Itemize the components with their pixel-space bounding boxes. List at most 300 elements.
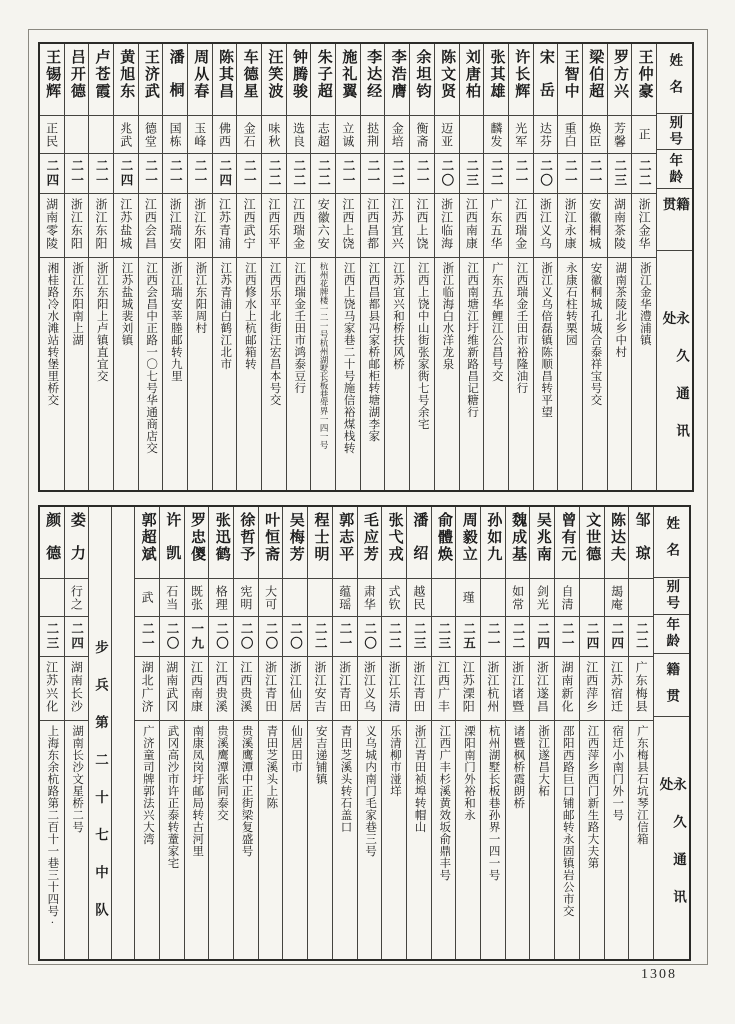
native-place-cell	[629, 657, 653, 721]
age-cell-text: 一九	[189, 622, 204, 651]
alias-cell	[259, 579, 283, 617]
name-cell-text: 汪笑波	[266, 49, 283, 100]
age-cell	[336, 154, 360, 194]
age-cell	[558, 154, 582, 194]
name-cell	[509, 44, 533, 116]
address-cell	[209, 721, 233, 959]
name-cell-text: 周毅立	[460, 512, 477, 563]
age-cell-text: 二二	[390, 159, 405, 188]
age-cell	[89, 154, 113, 194]
age-cell-text: 二四	[217, 159, 232, 188]
age-cell	[333, 617, 357, 657]
address-cell-text: 浙江金华澧浦镇	[638, 262, 651, 346]
age-cell	[410, 154, 434, 194]
address-cell-text: 南康凤岗圩邮局转古河里	[191, 725, 204, 857]
age-cell-text: 二一	[486, 622, 501, 651]
age-cell-text: 二二	[316, 159, 331, 188]
native-place-cell	[460, 194, 484, 258]
alias-cell	[65, 579, 89, 617]
name-cell-text: 邹琼	[633, 512, 650, 578]
native-place-cell-text: 浙江永康	[563, 198, 578, 250]
roster-table-bottom	[38, 505, 691, 961]
name-cell	[555, 507, 579, 579]
alias-cell	[583, 116, 607, 154]
alias-cell	[385, 116, 409, 154]
address-cell	[580, 721, 604, 959]
row-header-column	[656, 44, 692, 490]
native-place-cell-text: 浙江东阳	[94, 198, 109, 250]
address-cell-text: 浙江临海白水洋龙泉	[441, 262, 454, 370]
native-place-cell	[333, 657, 357, 721]
age-cell	[259, 617, 283, 657]
age-cell	[555, 617, 579, 657]
header-age-text: 年龄	[664, 617, 680, 651]
address-cell	[40, 258, 64, 490]
alias-cell	[456, 579, 480, 617]
native-place-cell-text: 江苏溧阳	[461, 661, 476, 713]
address-cell	[311, 258, 335, 490]
age-cell-text: 二一	[168, 159, 183, 188]
alias-cell-text: 玉峰	[192, 121, 207, 148]
name-cell-text: 黄旭东	[118, 49, 135, 100]
native-place-cell	[580, 657, 604, 721]
age-cell-text: 二一	[143, 159, 158, 188]
name-cell	[40, 44, 64, 116]
alias-cell-text: 德堂	[143, 121, 158, 148]
address-cell-text: 江西瑞金壬田市鸿泰豆行	[293, 262, 306, 394]
address-cell-text: 浙江东阳南上湖	[71, 262, 84, 346]
name-cell-text: 潘绍	[411, 512, 428, 578]
address-cell-text: 浙江东阳上卢镇直宜交	[95, 262, 108, 382]
age-cell-text: 二四	[609, 622, 624, 651]
address-cell	[506, 721, 530, 959]
name-cell	[283, 507, 307, 579]
address-cell-text: 江西会昌中正路一〇七号华通商店交	[145, 262, 158, 454]
address-cell-text: 安吉递铺镇	[314, 725, 327, 785]
name-cell-text: 张迅鹤	[213, 512, 230, 563]
name-cell	[608, 44, 632, 116]
person-column	[233, 507, 258, 959]
age-cell	[237, 154, 261, 194]
address-cell-text: 江西修水上杭邮箱转	[243, 262, 256, 370]
native-place-cell-text: 浙江安吉	[313, 661, 327, 713]
alias-cell-text: 国栋	[168, 121, 183, 148]
age-cell	[530, 617, 554, 657]
address-cell-text: 江西萍乡西门新生路大夫第	[586, 725, 599, 869]
name-cell-text: 郭志平	[337, 512, 354, 563]
unit-designation-cell	[88, 507, 134, 959]
native-place-cell	[385, 194, 409, 258]
age-cell-text: 二〇	[362, 622, 377, 651]
address-cell	[139, 258, 163, 490]
name-cell	[262, 44, 286, 116]
alias-cell	[410, 116, 434, 154]
unit-designation-text: 步兵第二十七中队	[92, 640, 108, 940]
name-cell	[185, 507, 209, 579]
person-column	[134, 507, 159, 959]
native-place-cell-text: 浙江杭州	[485, 661, 500, 713]
alias-cell-text: 式钦	[387, 584, 402, 611]
person-column	[434, 44, 459, 490]
alias-cell-text: 石当	[164, 584, 179, 611]
address-cell-text: 广东五华鲤江公昌号交	[490, 262, 503, 382]
alias-cell	[358, 579, 382, 617]
alias-cell-text: 肃华	[362, 584, 377, 611]
name-cell-text: 王仲豪	[636, 49, 653, 100]
address-cell	[287, 258, 311, 490]
age-cell-text: 二一	[337, 622, 352, 651]
age-cell	[629, 617, 653, 657]
header-age	[657, 150, 692, 189]
alias-cell-text: 焕臣	[587, 121, 602, 148]
native-place-cell	[361, 194, 385, 258]
name-cell	[333, 507, 357, 579]
native-place-cell	[432, 657, 456, 721]
age-cell-text: 二一	[242, 159, 257, 188]
address-cell	[410, 258, 434, 490]
address-cell	[435, 258, 459, 490]
address-cell-text: 宿迁小南门外一号	[611, 725, 624, 821]
person-column	[282, 507, 307, 959]
native-place-cell	[283, 657, 307, 721]
name-cell	[89, 44, 113, 116]
address-cell-text: 江西乐平北街汪宏昌本号交	[268, 262, 281, 406]
age-cell	[632, 154, 656, 194]
alias-cell-text: 志超	[316, 121, 331, 148]
name-cell	[629, 507, 653, 579]
alias-cell-text: 挞荆	[365, 121, 380, 148]
alias-cell-text: 正民	[44, 121, 59, 148]
native-place-cell	[336, 194, 360, 258]
alias-cell-text: 剑光	[535, 584, 550, 611]
name-cell-text: 陈达夫	[608, 512, 625, 563]
name-cell-text: 文世德	[584, 512, 601, 563]
native-place-cell-text: 浙江金华	[637, 198, 652, 250]
name-cell-text: 俞體焕	[436, 512, 453, 563]
name-cell-text: 陈文贤	[439, 49, 456, 100]
age-cell	[283, 617, 307, 657]
native-place-cell	[185, 657, 209, 721]
age-cell	[213, 154, 237, 194]
address-cell-text: 上海东余杭路第二百十一巷三十四号·	[46, 725, 59, 930]
person-column	[212, 44, 237, 490]
name-cell	[580, 507, 604, 579]
address-cell-text: 安徽桐城孔城合泰祥宝号交	[589, 262, 602, 406]
age-cell	[139, 154, 163, 194]
name-cell	[234, 507, 258, 579]
native-place-cell	[605, 657, 629, 721]
alias-cell	[435, 116, 459, 154]
address-cell	[481, 721, 505, 959]
age-cell	[509, 154, 533, 194]
name-cell	[484, 44, 508, 116]
name-cell	[558, 44, 582, 116]
address-cell	[237, 258, 261, 490]
address-cell-text: 湖南长沙文星桥二号	[71, 725, 84, 833]
address-cell	[160, 721, 184, 959]
name-cell-text: 吕开德	[68, 49, 85, 100]
person-column	[628, 507, 653, 959]
alias-cell	[333, 579, 357, 617]
alias-cell-text: 迈亚	[439, 121, 454, 148]
age-cell-text: 二二	[489, 159, 504, 188]
alias-cell-text: 重白	[563, 121, 578, 148]
name-cell	[432, 507, 456, 579]
name-cell-text: 罗忠儍	[188, 512, 205, 563]
header-age-text: 年龄	[667, 152, 683, 186]
roster-table-top	[38, 42, 694, 492]
address-cell-text: 江西瑞金壬田市裕隆油行	[515, 262, 528, 394]
name-cell-text: 卢苍霞	[93, 49, 110, 100]
alias-cell-text: 金培	[390, 121, 405, 148]
name-cell-text: 颜德	[44, 512, 61, 578]
name-cell-text: 娄力	[68, 512, 85, 578]
person-column	[557, 44, 582, 490]
native-place-cell	[237, 194, 261, 258]
address-cell-text: 永康石柱转栗园	[564, 262, 577, 346]
native-place-cell-text: 江西昌都	[365, 198, 380, 250]
address-cell-text: 江苏青浦白鹤江北市	[219, 262, 232, 370]
native-place-cell-text: 浙江东阳	[69, 198, 84, 250]
person-column	[332, 507, 357, 959]
person-column	[40, 44, 64, 490]
address-cell	[65, 258, 89, 490]
name-cell-text: 王锡辉	[44, 49, 61, 100]
alias-cell	[361, 116, 385, 154]
address-cell	[555, 721, 579, 959]
address-cell	[632, 258, 656, 490]
age-cell-text: 二四	[44, 159, 59, 188]
native-place-cell-text: 浙江诸暨	[510, 661, 525, 713]
native-place-cell-text: 江西南康	[189, 661, 204, 713]
person-column	[40, 507, 64, 959]
address-cell	[234, 721, 258, 959]
native-place-cell-text: 湖南新化	[560, 661, 575, 713]
native-place-cell	[259, 657, 283, 721]
name-cell-text: 毛应芳	[361, 512, 378, 563]
native-place-cell	[160, 657, 184, 721]
header-age	[654, 615, 689, 654]
name-cell-text: 吴梅芳	[287, 512, 304, 563]
person-column	[409, 44, 434, 490]
alias-cell-text: 芳馨	[612, 121, 627, 148]
name-cell-text: 宋岳	[537, 49, 554, 115]
name-cell	[410, 44, 434, 116]
address-cell-text: 邵阳西路巨口铺邮转永固镇岩公市交	[561, 725, 574, 917]
native-place-cell-text: 浙江青田	[337, 661, 352, 713]
native-place-cell	[234, 657, 258, 721]
row-header-column	[653, 507, 689, 959]
person-column	[64, 507, 89, 959]
person-column	[480, 507, 505, 959]
native-place-cell-text: 浙江东阳	[192, 198, 207, 250]
header-address-text: 永久通讯处	[660, 310, 689, 461]
native-place-cell	[358, 657, 382, 721]
address-cell-text: 青田芝溪头上陈	[265, 725, 278, 809]
name-cell	[188, 44, 212, 116]
name-cell	[213, 44, 237, 116]
native-place-cell-text: 浙江瑞安	[168, 198, 183, 250]
age-cell-text: 二三	[412, 622, 427, 651]
alias-cell	[534, 116, 558, 154]
alias-cell	[558, 116, 582, 154]
address-cell	[484, 258, 508, 490]
age-cell-text: 二四	[69, 622, 84, 651]
name-cell-text: 吴兆南	[534, 512, 551, 563]
alias-cell	[262, 116, 286, 154]
name-cell	[506, 507, 530, 579]
age-cell	[460, 154, 484, 194]
unit-spacer-column	[111, 507, 134, 959]
person-column	[579, 507, 604, 959]
age-cell	[361, 154, 385, 194]
age-cell-text: 二四	[535, 622, 550, 651]
address-cell	[361, 258, 385, 490]
person-column	[113, 44, 138, 490]
address-cell	[188, 258, 212, 490]
age-cell	[311, 154, 335, 194]
native-place-cell	[163, 194, 187, 258]
age-cell	[40, 617, 64, 657]
age-cell-text: 二五	[461, 622, 476, 651]
address-cell-text: 武冈高沙市许正泰转蕫家宅	[166, 725, 179, 869]
person-column	[431, 507, 456, 959]
address-cell	[185, 721, 209, 959]
alias-cell	[605, 579, 629, 617]
alias-cell-text: 正	[637, 128, 652, 141]
header-name	[657, 44, 692, 114]
name-cell	[65, 507, 89, 579]
native-place-cell-text: 江西南康	[464, 198, 479, 250]
name-cell	[358, 507, 382, 579]
name-cell-text: 许凯	[164, 512, 181, 578]
age-cell	[385, 154, 409, 194]
address-cell-text: 江西上饶马家巷二十号施信裕煤栈转	[342, 262, 355, 454]
name-cell	[632, 44, 656, 116]
name-cell	[308, 507, 332, 579]
person-column	[162, 44, 187, 490]
native-place-cell	[287, 194, 311, 258]
name-cell	[534, 44, 558, 116]
native-place-cell	[135, 657, 159, 721]
native-place-cell-text: 江西萍乡	[584, 661, 599, 713]
alias-cell	[382, 579, 406, 617]
age-cell	[432, 617, 456, 657]
alias-cell-text: 金石	[242, 121, 257, 148]
age-cell-text: 二〇	[239, 622, 254, 651]
header-alias	[657, 114, 692, 151]
alias-cell	[283, 579, 307, 617]
age-cell	[308, 617, 332, 657]
name-cell-text: 王济武	[142, 49, 159, 100]
address-cell-text: 杭州湖墅长板巷孙界一四一号	[487, 725, 500, 881]
alias-cell	[185, 579, 209, 617]
native-place-cell	[262, 194, 286, 258]
alias-cell-text: 瑾	[461, 591, 476, 604]
address-cell	[583, 258, 607, 490]
person-column	[554, 507, 579, 959]
native-place-cell	[456, 657, 480, 721]
alias-cell-text: 宪明	[238, 584, 253, 611]
person-column	[357, 507, 382, 959]
address-cell	[509, 258, 533, 490]
native-place-cell-text: 浙江遂昌	[535, 661, 550, 713]
alias-cell	[65, 116, 89, 154]
age-cell	[65, 617, 89, 657]
age-cell-text: 二二	[291, 159, 306, 188]
native-place-cell-text: 浙江青田	[411, 661, 426, 713]
person-column	[138, 44, 163, 490]
person-column	[310, 44, 335, 490]
alias-cell-text: 蕴瑶	[337, 584, 352, 611]
alias-cell-text: 格理	[214, 584, 229, 611]
header-address	[654, 717, 689, 959]
age-cell	[287, 154, 311, 194]
page-number: 1308	[641, 967, 677, 982]
age-cell-text: 二一	[365, 159, 380, 188]
alias-cell-text: 行之	[69, 584, 84, 611]
native-place-cell-text: 安徽六安	[316, 198, 331, 250]
header-name-text: 姓名	[667, 53, 683, 106]
address-cell	[432, 721, 456, 959]
name-cell	[385, 44, 409, 116]
address-cell-text: 江西广丰杉溪黄效坂俞鼎丰号	[438, 725, 451, 881]
name-cell	[139, 44, 163, 116]
address-cell	[283, 721, 307, 959]
age-cell-text: 二一	[193, 159, 208, 188]
name-cell-text: 程士明	[312, 512, 329, 563]
native-place-cell	[308, 657, 332, 721]
native-place-cell	[410, 194, 434, 258]
native-place-cell	[608, 194, 632, 258]
person-column	[631, 44, 656, 490]
address-cell-text: 义乌城内南门毛家巷三号	[364, 725, 377, 857]
address-cell-text: 湖南茶陵北乡中村	[614, 262, 627, 358]
person-column	[88, 44, 113, 490]
alias-cell-text: 立诚	[340, 121, 355, 148]
native-place-cell-text: 江苏青浦	[217, 198, 232, 250]
alias-cell-text: 既张	[189, 584, 204, 611]
alias-cell-text: 朅庵	[609, 584, 624, 611]
person-column	[604, 507, 629, 959]
age-cell-text: 二一	[513, 159, 528, 188]
native-place-cell	[407, 657, 431, 721]
native-place-cell-text: 浙江仙居	[288, 661, 303, 713]
name-cell-text: 陈其昌	[216, 49, 233, 100]
person-column	[533, 44, 558, 490]
alias-cell	[139, 116, 163, 154]
address-cell	[333, 721, 357, 959]
name-cell	[605, 507, 629, 579]
address-cell	[259, 721, 283, 959]
native-place-cell-text: 湖南长沙	[69, 661, 84, 713]
native-place-cell-text: 浙江乐清	[387, 661, 402, 713]
name-cell	[481, 507, 505, 579]
age-cell	[160, 617, 184, 657]
alias-cell	[89, 116, 113, 154]
native-place-cell-text: 浙江青田	[263, 661, 278, 713]
native-place-cell-text: 湖北广济	[140, 661, 155, 713]
native-place-cell-text: 江西瑞金	[291, 198, 306, 250]
native-place-cell-text: 浙江义乌	[538, 198, 553, 250]
native-place-cell-text: 湖南零陵	[44, 198, 59, 250]
native-place-cell-text: 江西贵溪	[238, 661, 253, 713]
age-cell	[40, 154, 64, 194]
alias-cell-text: 如常	[510, 584, 525, 611]
address-cell-text: 浙江遂昌大柘	[537, 725, 550, 797]
alias-cell-text: 选良	[291, 121, 306, 148]
person-column	[64, 44, 89, 490]
